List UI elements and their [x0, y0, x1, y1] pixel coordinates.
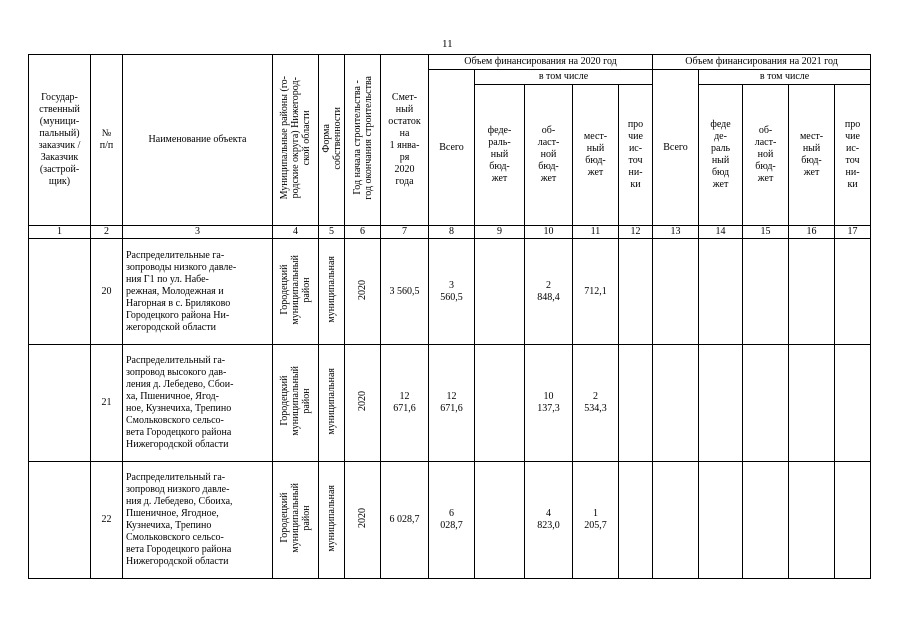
header-ownership: Форма собственности [320, 106, 343, 170]
cell-other-2020 [619, 345, 653, 462]
cell-federal-2020 [475, 462, 525, 579]
column-number: 8 [429, 226, 475, 239]
year-text: 2020 [357, 508, 368, 528]
cell-customer [29, 345, 91, 462]
cell-federal-2020 [475, 345, 525, 462]
cell-regional-2021 [743, 345, 789, 462]
header-total-2020: Всего [429, 70, 475, 226]
column-number: 13 [653, 226, 699, 239]
cell-total-2020: 3 560,5 [429, 239, 475, 345]
column-number: 15 [743, 226, 789, 239]
cell-total-2020: 12 671,6 [429, 345, 475, 462]
header-federal-2021: феде де- раль ный бюд жет [699, 85, 743, 226]
header-district: Муниципальные районы (го- родские округа) Нижегород- ской области [279, 76, 312, 200]
header-ownership-cell [319, 55, 345, 226]
cell-customer [29, 239, 91, 345]
cell-other-2021 [835, 239, 871, 345]
header-other-2020: про чие ис- точ ни- ки [619, 85, 653, 226]
cell-federal-2020 [475, 239, 525, 345]
cell-local-2020: 1 205,7 [573, 462, 619, 579]
column-number: 7 [381, 226, 429, 239]
cell-federal-2021 [699, 239, 743, 345]
header-other-2021: про чие ис- точ ни- ки [835, 85, 871, 226]
header-object-name: Наименование объекта [123, 55, 273, 226]
ownership-text: муниципальная [326, 367, 337, 435]
column-number: 4 [273, 226, 319, 239]
cell-local-2020: 2 534,3 [573, 345, 619, 462]
cell-num: 22 [91, 462, 123, 579]
cell-federal-2021 [699, 462, 743, 579]
header-federal-2020: феде- раль- ный бюд- жет [475, 85, 525, 226]
cell-balance: 12 671,6 [381, 345, 429, 462]
column-number: 5 [319, 226, 345, 239]
column-number: 11 [573, 226, 619, 239]
column-number: 14 [699, 226, 743, 239]
cell-ownership [319, 345, 345, 462]
cell-local-2021 [789, 239, 835, 345]
cell-local-2020: 712,1 [573, 239, 619, 345]
district-text: Городецкий муниципальный район [279, 483, 312, 553]
cell-other-2021 [835, 345, 871, 462]
cell-total-2021 [653, 345, 699, 462]
cell-num: 21 [91, 345, 123, 462]
cell-federal-2021 [699, 345, 743, 462]
table-row [29, 239, 871, 345]
cell-regional-2021 [743, 462, 789, 579]
cell-district [273, 345, 319, 462]
header-including-2021: в том числе [699, 70, 871, 85]
cell-regional-2020: 10 137,3 [525, 345, 573, 462]
header-local-2020: мест- ный бюд- жет [573, 85, 619, 226]
cell-other-2021 [835, 462, 871, 579]
page-number: 11 [442, 38, 453, 50]
column-number: 17 [835, 226, 871, 239]
header-num: № п/п [91, 55, 123, 226]
cell-ownership [319, 462, 345, 579]
cell-local-2021 [789, 462, 835, 579]
year-text: 2020 [357, 279, 368, 300]
header-customer: Государ- ственный (муници- пальный) заказчик / Заказчик (застрой- щик) [29, 55, 91, 226]
header-district-cell [273, 55, 319, 226]
header-local-2021: мест- ный бюд- жет [789, 85, 835, 226]
financing-table [28, 54, 871, 579]
year-text: 2020 [357, 391, 368, 411]
cell-regional-2020: 4 823,0 [525, 462, 573, 579]
cell-total-2020: 6 028,7 [429, 462, 475, 579]
cell-regional-2021 [743, 239, 789, 345]
cell-year [345, 345, 381, 462]
cell-year [345, 239, 381, 345]
header-balance: Смет- ный остаток на 1 янва- ря 2020 года [381, 55, 429, 226]
column-number: 12 [619, 226, 653, 239]
column-number: 9 [475, 226, 525, 239]
header-regional-2020: об- ласт- ной бюд- жет [525, 85, 573, 226]
cell-balance: 6 028,7 [381, 462, 429, 579]
cell-regional-2020: 2 848,4 [525, 239, 573, 345]
district-text: Городецкий муниципальный район [279, 366, 312, 436]
cell-ownership [319, 239, 345, 345]
cell-total-2021 [653, 462, 699, 579]
cell-object-name: Распределительный га- зопровод низкого давле- ния д. Лебедево, Сбоиха, Пшеничное, Ягодное, Кузнечиха, Трепино Смольковского сельсо- вета Городецкого района Нижегородской области [123, 462, 273, 579]
column-number: 3 [123, 226, 273, 239]
cell-year [345, 462, 381, 579]
header-regional-2021: об- ласт- ной бюд- жет [743, 85, 789, 226]
cell-district [273, 239, 319, 345]
cell-district [273, 462, 319, 579]
header-funding-2020: Объем финансирования на 2020 год [429, 55, 653, 70]
header-funding-2021: Объем финансирования на 2021 год [653, 55, 871, 70]
table-row [29, 462, 871, 579]
header-including-2020: в том числе [475, 70, 653, 85]
table-row [29, 345, 871, 462]
district-text: Городецкий муниципальный район [279, 254, 312, 325]
ownership-text: муниципальная [326, 256, 337, 323]
column-number: 2 [91, 226, 123, 239]
cell-object-name: Распределительный га- зопровод высокого дав- ления д. Лебедево, Сбои- ха, Пшеничное, Ягод- ное, Кузнечиха, Трепино Смольковского сельсо- вета Городецкого района Нижегородской области [123, 345, 273, 462]
ownership-text: муниципальная [326, 484, 337, 552]
column-number: 6 [345, 226, 381, 239]
cell-other-2020 [619, 462, 653, 579]
cell-customer [29, 462, 91, 579]
cell-total-2021 [653, 239, 699, 345]
cell-num: 20 [91, 239, 123, 345]
header-years-cell [345, 55, 381, 226]
column-number: 1 [29, 226, 91, 239]
cell-other-2020 [619, 239, 653, 345]
header-total-2021: Всего [653, 70, 699, 226]
header-years: Год начала строительства - год окончания строительства [351, 76, 374, 200]
cell-local-2021 [789, 345, 835, 462]
column-number: 10 [525, 226, 573, 239]
cell-balance: 3 560,5 [381, 239, 429, 345]
column-numbers-row [29, 226, 871, 239]
column-number: 16 [789, 226, 835, 239]
cell-object-name: Распределительные га- зопроводы низкого давле- ния Г1 по ул. Набе- режная, Молодежная и Нагорная в с. Брилякoво Городецкого района Ни- жегородской области [123, 239, 273, 345]
